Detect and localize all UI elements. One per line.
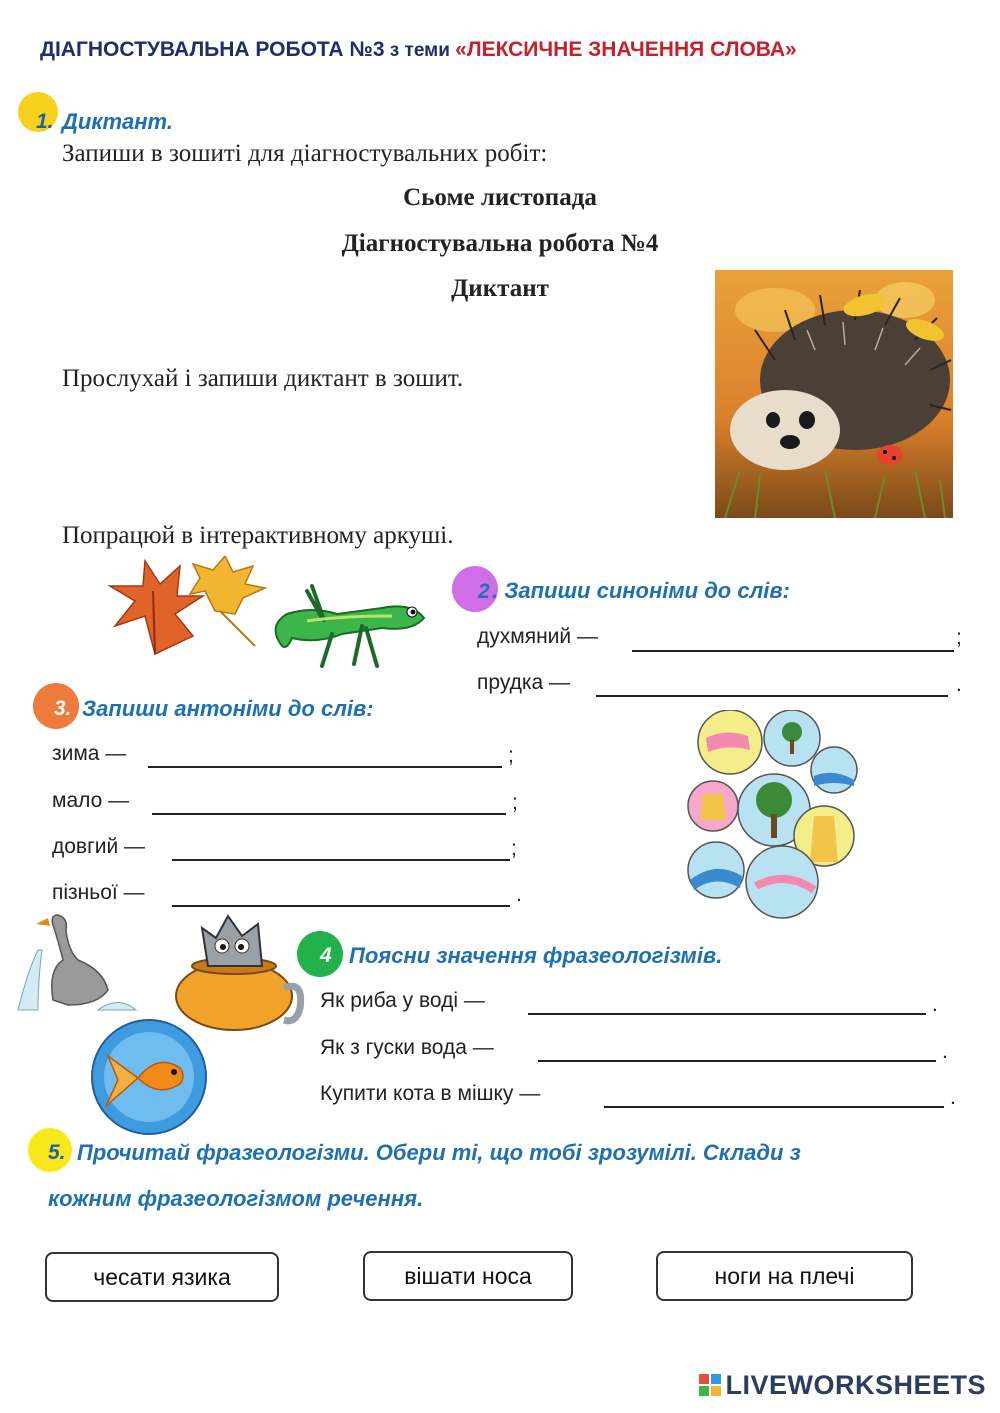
antonym-word-2: мало — xyxy=(52,789,130,812)
antonym-answer-3-line xyxy=(172,859,510,861)
idiom-answer-3-line xyxy=(604,1106,944,1108)
synonym-answer-2-input[interactable] xyxy=(596,668,952,696)
synonym-end-2: . xyxy=(956,673,962,696)
synonym-answer-2-line xyxy=(596,695,948,697)
antonym-word-4: пізньої — xyxy=(52,881,145,904)
idiom-end-1: . xyxy=(932,993,938,1016)
task1-title: Диктант. xyxy=(62,109,173,134)
worksheet-header xyxy=(40,38,797,62)
synonym-answer-1-input[interactable] xyxy=(632,622,958,650)
antonym-answer-1-input[interactable] xyxy=(148,739,506,767)
synonym-end-1: ; xyxy=(956,626,962,649)
task5-title-line1: Прочитай фразеологізми. Обери ті, що тобі зрозумілі. Склади з xyxy=(77,1140,801,1165)
idiom-end-2: . xyxy=(942,1040,948,1063)
autumn-leaves-image xyxy=(105,556,275,658)
lizard-image xyxy=(262,576,430,674)
hedgehog-image xyxy=(715,270,953,518)
liveworksheets-logo-icon xyxy=(699,1374,721,1396)
antonym-pictures-image xyxy=(686,710,858,922)
task2-number: 2 xyxy=(478,580,490,603)
task5-number: 5. xyxy=(48,1141,66,1164)
task1-instruction: Запиши в зошиті для діагностувальних робіт: xyxy=(62,140,548,167)
synonym-word-2: прудка — xyxy=(477,671,571,694)
task1-interactive-instruction: Попрацюй в інтерактивному аркуші. xyxy=(62,522,454,549)
synonym-word-1: духмяний — xyxy=(477,625,598,648)
antonym-answer-2-line xyxy=(152,813,506,815)
antonym-end-4: . xyxy=(516,883,522,906)
dictation-work-title: Діагностувальна робота №4 xyxy=(341,230,659,257)
idiom-phrase-3: Купити кота в мішку — xyxy=(320,1082,541,1105)
liveworksheets-logo xyxy=(699,1370,986,1401)
synonym-answer-1-line xyxy=(632,650,954,652)
idiom-answer-1-line xyxy=(528,1013,926,1015)
idiom-answer-2-input[interactable] xyxy=(538,1033,940,1061)
idiom-option-chesaty-yazyka-button[interactable]: чесати язика xyxy=(45,1252,279,1302)
goose-image xyxy=(8,910,138,1014)
liveworksheets-logo-text: LIVEWORKSHEETS xyxy=(725,1370,986,1400)
antonym-answer-4-input[interactable] xyxy=(172,878,514,906)
idiom-phrase-2: Як з гуски вода — xyxy=(320,1036,494,1059)
cat-in-pot-image xyxy=(172,908,308,1032)
idiom-answer-1-input[interactable] xyxy=(528,986,930,1014)
idiom-phrase-1: Як риба у воді — xyxy=(320,989,485,1012)
task5-title-line2: кожним фразеологізмом речення. xyxy=(48,1186,424,1211)
antonym-end-1: ; xyxy=(508,744,514,767)
task2-title: . Запиши синоніми до слів: xyxy=(492,578,791,603)
task1-listen-instruction: Прослухай і запиши диктант в зошит. xyxy=(62,365,464,392)
antonym-answer-2-input[interactable] xyxy=(152,786,510,814)
idiom-answer-2-line xyxy=(538,1060,936,1062)
header-title-part1: ДІАГНОСТУВАЛЬНА РОБОТА №3 xyxy=(40,38,385,61)
idiom-end-3: . xyxy=(950,1086,956,1109)
dictation-type: Диктант xyxy=(451,275,549,302)
antonym-word-1: зима — xyxy=(52,742,127,765)
dictation-date: Сьоме листопада xyxy=(403,184,597,211)
task3-title: Запиши антоніми до слів: xyxy=(82,696,374,721)
idiom-answer-3-input[interactable] xyxy=(604,1079,948,1107)
header-title-part3: «ЛЕКСИЧНЕ ЗНАЧЕННЯ СЛОВА» xyxy=(455,38,797,61)
task4-title: Поясни значення фразеологізмів. xyxy=(349,943,723,968)
antonym-word-3: довгий — xyxy=(52,835,146,858)
antonym-answer-3-input[interactable] xyxy=(172,832,514,860)
antonym-answer-1-line xyxy=(148,766,502,768)
antonym-answer-4-line xyxy=(172,905,510,907)
task1-number: 1. xyxy=(36,110,54,133)
antonym-end-2: ; xyxy=(512,791,518,814)
idiom-option-nohy-na-plechi-button[interactable]: ноги на плечі xyxy=(656,1251,913,1301)
goldfish-image xyxy=(88,1018,210,1136)
header-title-part2: з теми xyxy=(384,40,456,61)
task3-number: 3. xyxy=(54,697,72,720)
antonym-end-3: ; xyxy=(511,837,517,860)
idiom-option-vishaty-nosa-button[interactable]: вішати носа xyxy=(363,1251,573,1301)
task4-number: 4 xyxy=(320,944,332,967)
